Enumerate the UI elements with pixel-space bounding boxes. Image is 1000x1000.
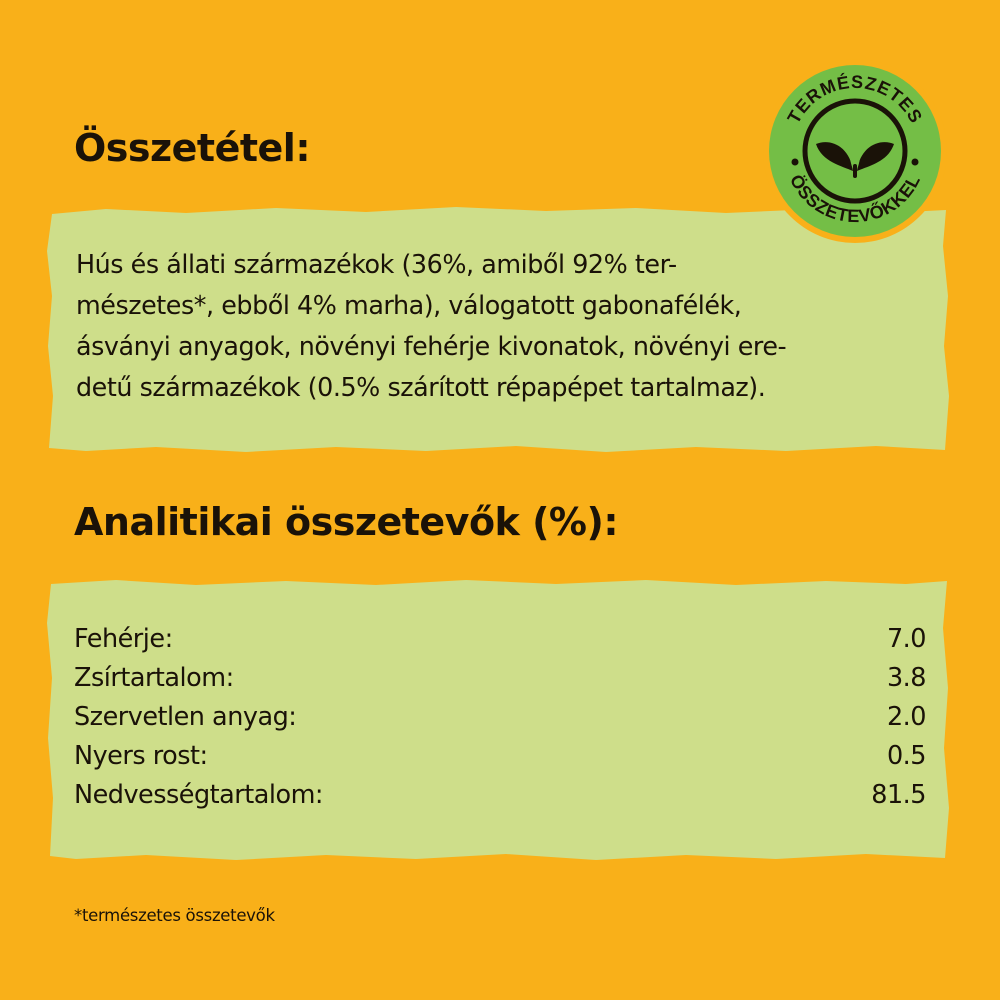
nutrient-value: 0.5: [886, 741, 926, 771]
table-row: [74, 776, 926, 815]
composition-title: Összetétel:: [74, 126, 311, 170]
badge-top-text: TERMÉSZETES: [783, 71, 927, 127]
analytical-table: [74, 620, 926, 815]
ingredients-line: ásványi anyagok, növényi fehérje kivonatok, növényi ere-: [76, 331, 787, 361]
badge-dot: [912, 159, 919, 166]
ingredients-line: Hús és állati származékok (36%, amiből 92% ter-: [76, 249, 677, 279]
nutrient-value: 7.0: [886, 624, 926, 654]
ingredients-text: [76, 244, 946, 408]
badge-bottom-text: ÖSSZETEVŐKKEL: [785, 171, 925, 227]
nutrient-value: 2.0: [886, 702, 926, 732]
table-row: [74, 620, 926, 659]
badge-dot: [792, 159, 799, 166]
nutrient-value: 81.5: [871, 780, 926, 810]
nutrient-name: Zsírtartalom:: [74, 663, 234, 693]
natural-ingredients-badge: [762, 58, 948, 244]
table-row: [74, 659, 926, 698]
nutrient-name: Fehérje:: [74, 624, 173, 654]
nutrient-name: Szervetlen anyag:: [74, 702, 297, 732]
analytical-title: Analitikai összetevők (%):: [74, 500, 619, 544]
table-row: [74, 698, 926, 737]
ingredients-line: detű származékok (0.5% szárított répapépet tartalmaz).: [76, 372, 766, 402]
nutrient-value: 3.8: [886, 663, 926, 693]
footnote: *természetes összetevők: [74, 906, 275, 925]
table-row: [74, 737, 926, 776]
nutrient-name: Nyers rost:: [74, 741, 208, 771]
nutrient-name: Nedvességtartalom:: [74, 780, 324, 810]
ingredients-line: mészetes*, ebből 4% marha), válogatott gabonafélék,: [76, 290, 742, 320]
analytical-panel: [46, 578, 950, 862]
